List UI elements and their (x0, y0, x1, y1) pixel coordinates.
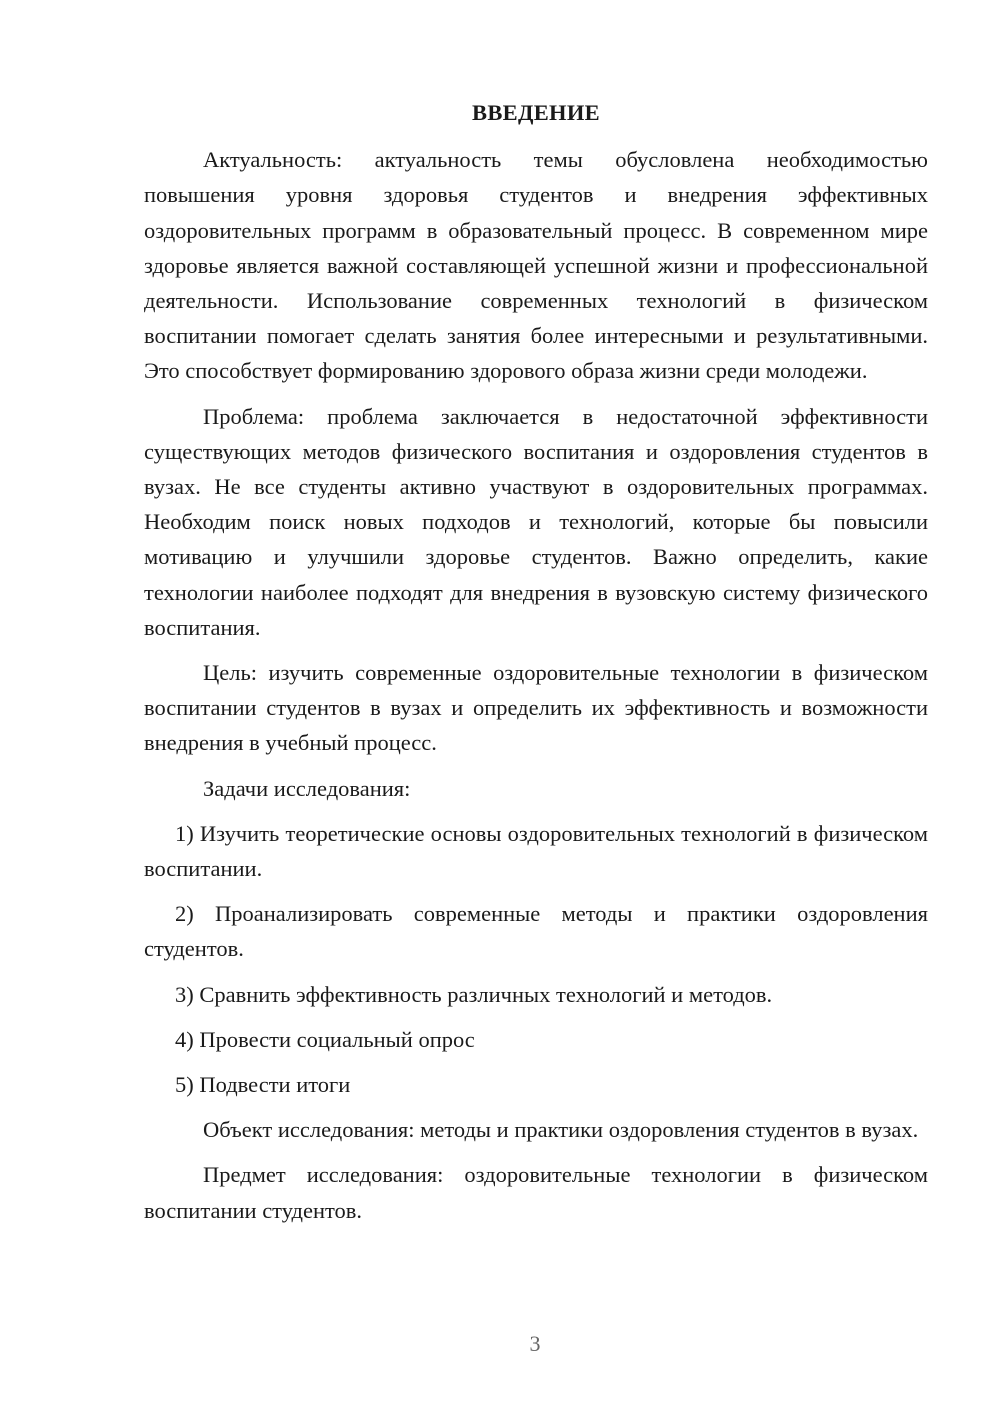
tasks-heading: Задачи исследования: (203, 775, 411, 801)
task-item: 3) Сравнить эффективность различных технологий и методов. (175, 981, 773, 1007)
task-item: 5) Подвести итоги (175, 1072, 351, 1098)
task-item: 2) Проанализировать современные методы и практики оздоровления студентов. (144, 901, 928, 962)
goal-paragraph: Цель: изучить современные оздоровительные технологии в физическом воспитании студентов в вузах и определить их эффективность и возможности внедрения в учебный процесс. (144, 660, 928, 756)
page-content (144, 95, 928, 1238)
page-number: 3 (529, 1331, 541, 1356)
problem-paragraph: Проблема: проблема заключается в недостаточной эффективности существующих методов физического воспитания и оздоровления студентов в вузах. Не все студенты активно участвуют в оздоровительных программах. Необходим поиск новых подходов и технологий, которые бы повысили мотивацию и улучшили здоровье студентов. Важно определить, какие технологии наиболее подходят для внедрения в вузовскую систему физического воспитания. (144, 403, 928, 640)
task-item: 4) Провести социальный опрос (175, 1026, 475, 1052)
subject-paragraph: Предмет исследования: оздоровительные технологии в физическом воспитании студентов. (144, 1162, 928, 1223)
task-item: 1) Изучить теоретические основы оздоровительных технологий в физическом воспитании. (144, 820, 928, 882)
object-paragraph: Объект исследования: методы и практики оздоровления студентов в вузах. (203, 1117, 919, 1143)
page-title: ВВЕДЕНИЕ (472, 100, 600, 125)
relevance-paragraph: Актуальность: актуальность темы обусловлена необходимостью повышения уровня здоровья студентов и внедрения эффективных оздоровительных программ в образовательный процесс. В современном мире здоровье является важной составляющей успешной жизни и профессиональной деятельности. Использование современных технологий в физическом воспитании помогает сделать занятия более интересными и результативными. Это способствует формированию здорового образа жизни среди молодежи. (144, 147, 928, 384)
